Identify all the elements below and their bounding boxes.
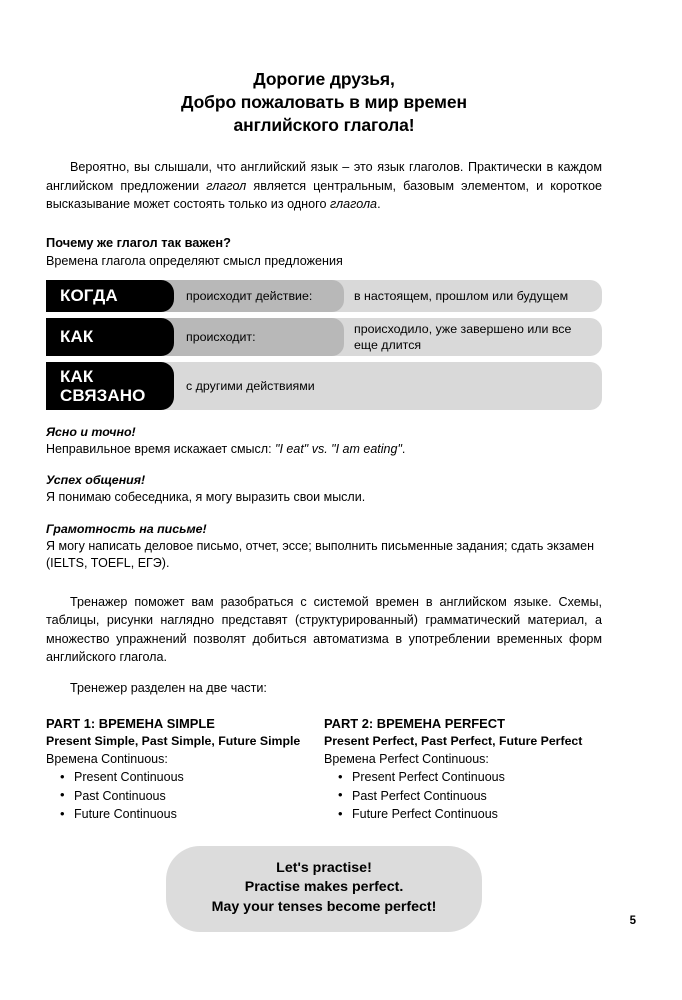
page-content — [46, 0, 602, 932]
bar-when-label: КОГДА — [60, 286, 118, 305]
closing-paragraph-1: Тренажер поможет вам разобраться с системой времен в английском языке. Схемы, таблицы, рисунки наглядно представят (структурированный) грамматический материал, а множество упражнений позволят добиться автоматизма в употреблении временных форм английского глагола. — [46, 594, 602, 665]
part-1-lead: Времена Continuous: — [46, 752, 168, 767]
intro-text-1: Вероятно, вы слышали, что английский язык – это язык глаголов. Практически в каждом английском предложении — [46, 160, 602, 193]
benefit-clarity-example: "I eat" vs. "I am eating" — [275, 441, 402, 456]
benefit-communication-heading: Успех общения! — [46, 473, 146, 487]
intro-emphasis-2: глагола — [329, 197, 378, 211]
question-heading: Почему же глагол так важен? — [46, 234, 231, 250]
bar-when-mid-text: происходит действие: — [186, 288, 313, 303]
benefit-clarity-text-end: . — [401, 441, 406, 456]
benefit-clarity-heading: Ясно и точно! — [46, 424, 136, 439]
benefit-communication — [46, 472, 602, 507]
part-2-subtitle: Present Perfect, Past Perfect, Future Perfect — [324, 733, 583, 748]
part-2-title: PART 2: ВРЕМЕНА PERFECT — [324, 716, 505, 732]
tense-aspect-bars — [46, 280, 602, 410]
bar-row-how — [46, 318, 602, 356]
list-item: • Present Perfect Continuous — [352, 768, 602, 787]
callout-line-1: Let's practise! — [276, 859, 372, 876]
list-item: • Past Perfect Continuous — [352, 787, 602, 806]
practise-callout — [166, 846, 482, 933]
part-2-column — [324, 716, 602, 824]
part-1-subtitle: Present Simple, Past Simple, Future Simple — [46, 733, 301, 748]
intro-paragraph — [46, 158, 602, 214]
bar-relation-label: КАК СВЯЗАНО — [60, 366, 146, 405]
bar-row-relation — [46, 362, 602, 410]
bar-relation-label-segment — [46, 362, 174, 410]
part-1-list — [46, 768, 324, 824]
bar-when-label-segment — [46, 280, 174, 312]
page-number: 5 — [629, 915, 636, 927]
title-line-3: английского глагола! — [233, 115, 415, 135]
part-2-list — [324, 768, 602, 824]
part-1-title: PART 1: ВРЕМЕНА SIMPLE — [46, 716, 215, 732]
benefit-writing — [46, 521, 602, 573]
benefit-writing-heading: Грамотность на письме! — [46, 521, 207, 536]
benefit-writing-body: Я могу написать деловое письмо, отчет, эссе; выполнить письменные задания; сдать экзамен (IELTS, TOEFL, ЕГЭ). — [46, 538, 594, 570]
callout-line-3: May your tenses become perfect! — [211, 898, 437, 915]
benefit-clarity — [46, 424, 602, 459]
bar-how-light-text: происходило, уже завершено или все еще длится — [354, 321, 572, 352]
part-2-lead: Времена Perfect Continuous: — [324, 752, 489, 767]
part-1-column — [46, 716, 324, 824]
bar-row-when — [46, 280, 602, 312]
benefit-clarity-text: Неправильное время искажает смысл: — [46, 441, 276, 456]
list-item: • Present Continuous — [74, 768, 324, 787]
list-item: • Future Perfect Continuous — [352, 805, 602, 824]
intro-text-2: является центральным, базовым элементом, и короткое высказывание может состоять только из одного — [46, 178, 603, 211]
bar-how-mid-text: происходит: — [186, 329, 256, 344]
list-item: • Future Continuous — [74, 805, 324, 824]
intro-text-3: . — [377, 197, 381, 211]
parts-columns — [46, 716, 602, 824]
bar-relation-light-text: с другими действиями — [186, 378, 315, 393]
benefit-clarity-body — [46, 441, 602, 459]
callout-line-2: Practise makes perfect. — [244, 879, 404, 896]
intro-emphasis-1: глагол — [206, 178, 247, 193]
title-line-2: Добро пожаловать в мир времен — [180, 92, 467, 112]
benefit-communication-body: Я понимаю собеседника, я могу выразить свои мысли. — [46, 490, 366, 504]
page-title — [46, 0, 602, 137]
callout-wrapper — [46, 846, 602, 933]
closing-paragraph-2: Тренежер разделен на две части: — [70, 681, 267, 696]
question-subheading: Времена глагола определяют смысл предложения — [46, 253, 343, 268]
bar-when-light-text: в настоящем, прошлом или будущем — [354, 288, 569, 303]
bar-how-label: КАК — [60, 327, 94, 346]
title-line-1: Дорогие друзья, — [253, 69, 395, 89]
benefits-list — [46, 424, 602, 573]
bar-how-label-segment — [46, 318, 174, 356]
list-item: • Past Continuous — [74, 787, 324, 806]
